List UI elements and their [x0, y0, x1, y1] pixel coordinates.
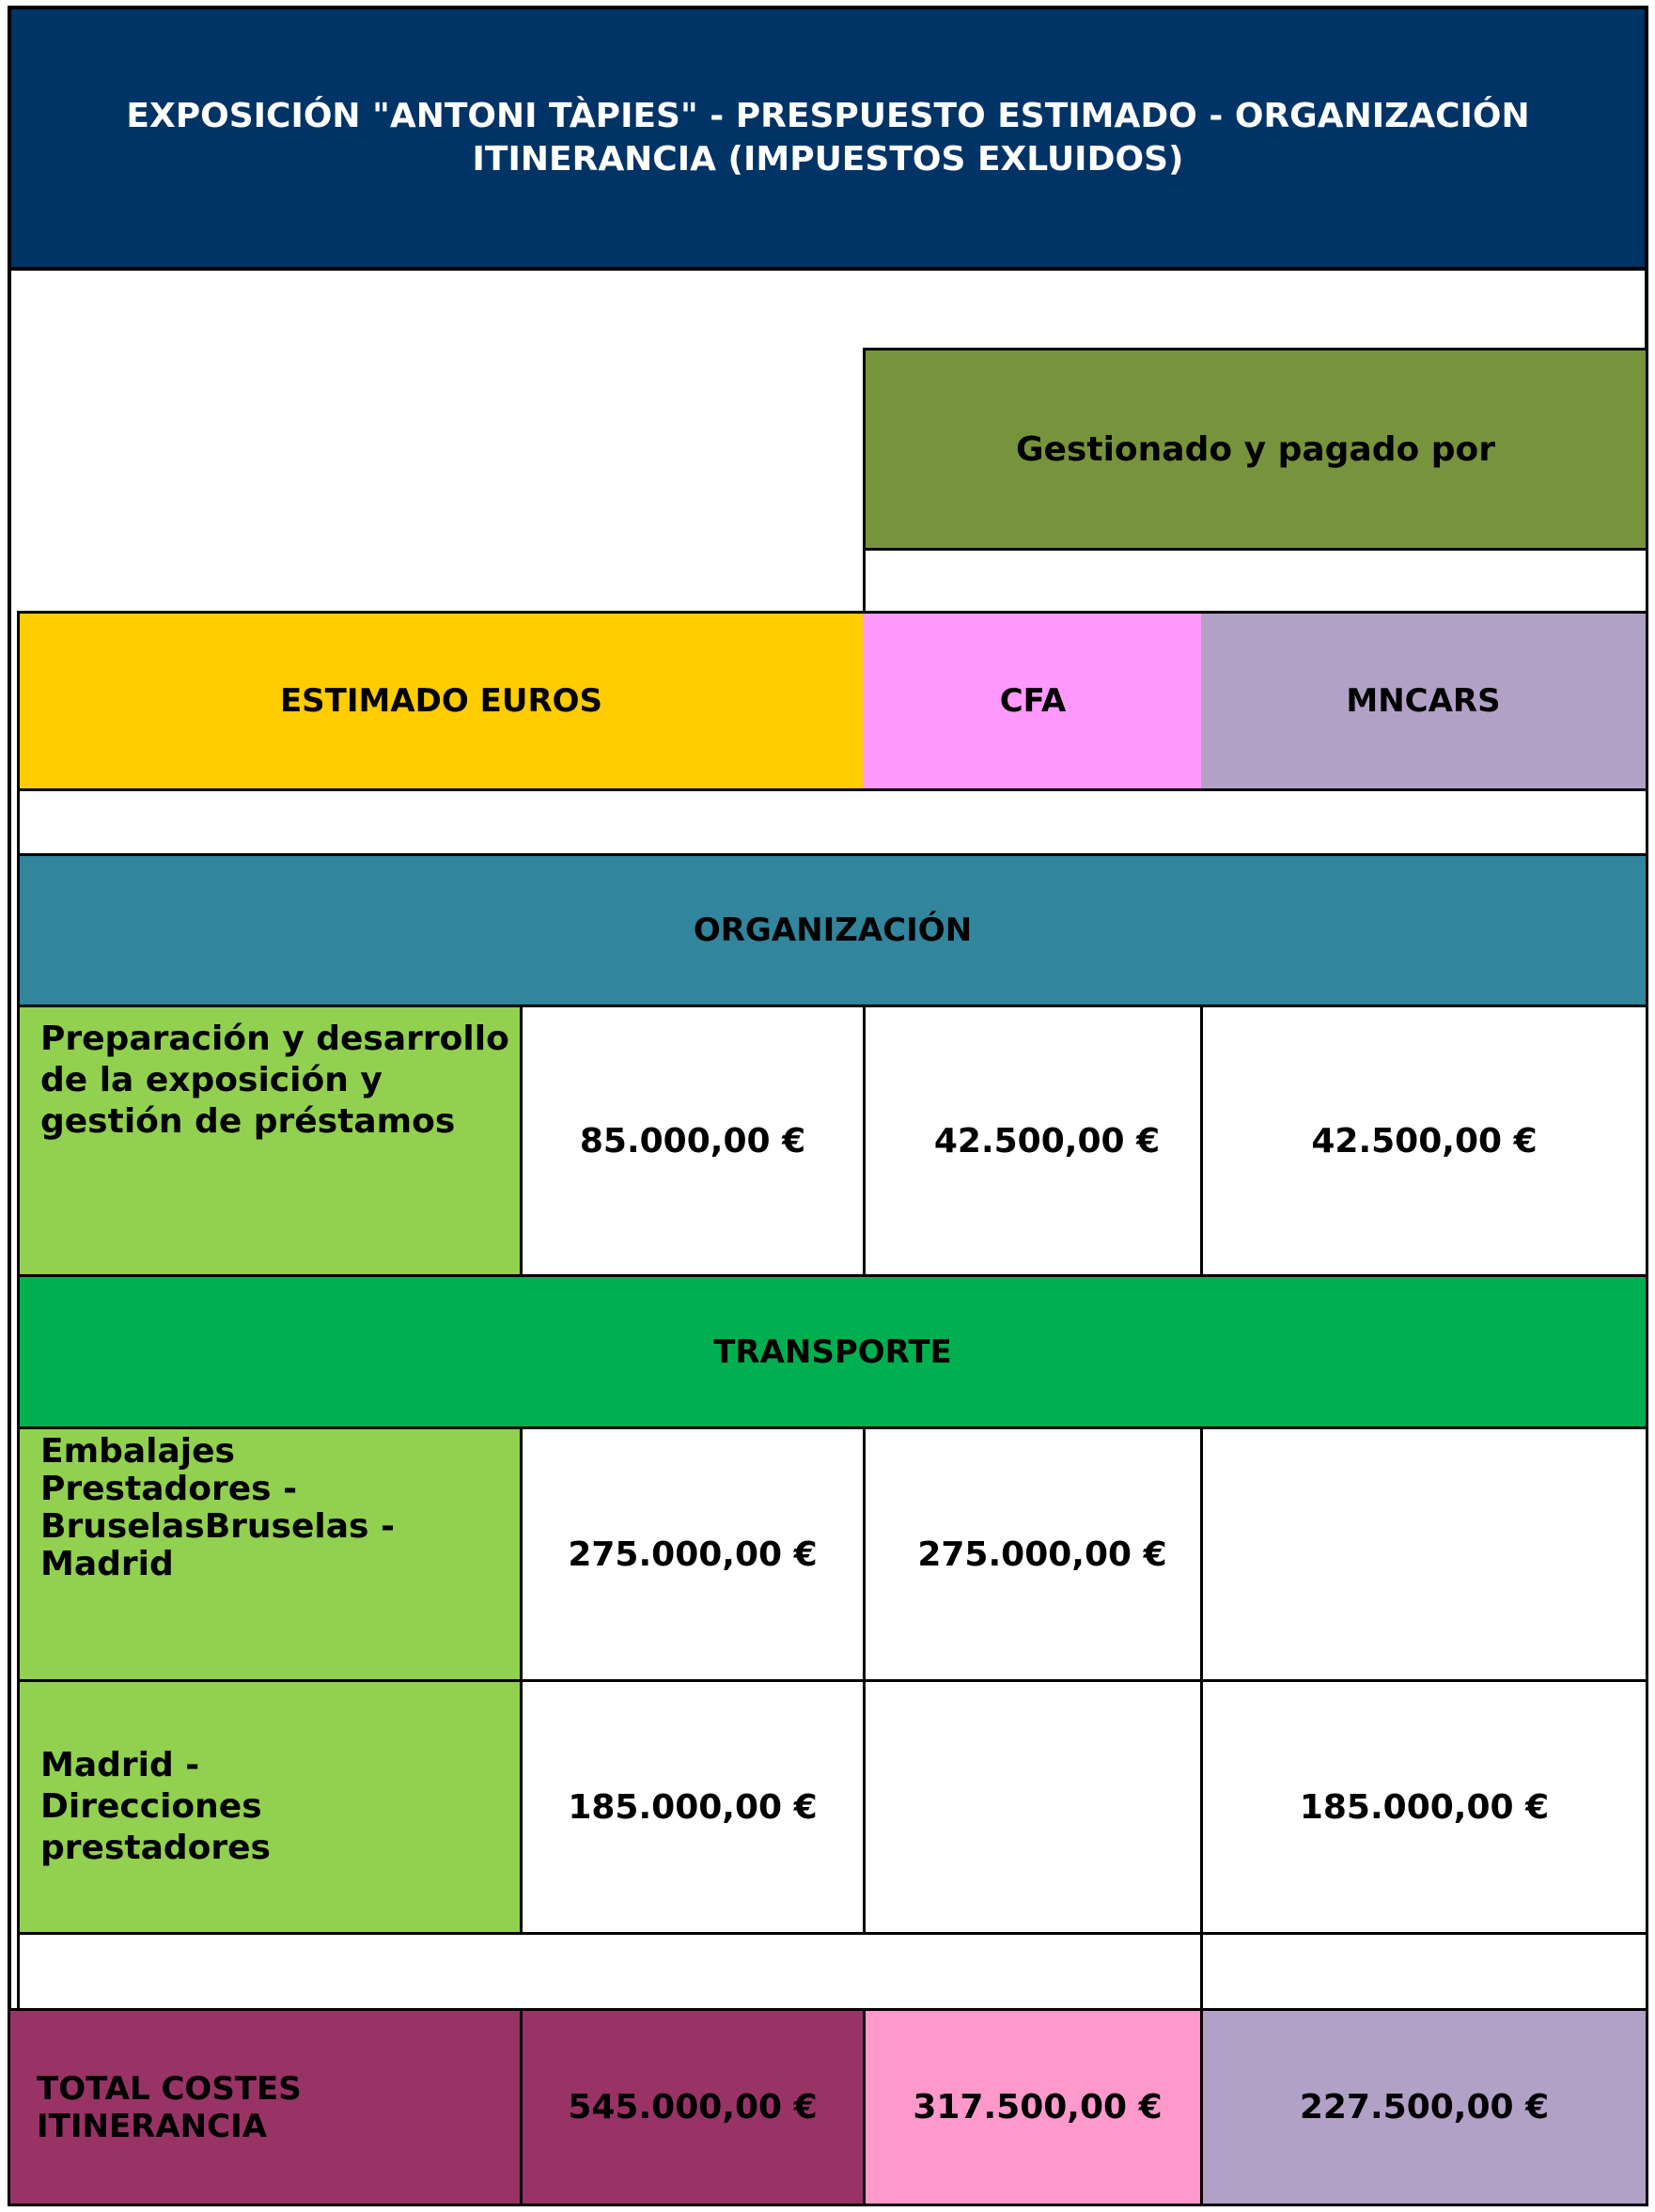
page-title [8, 6, 1648, 271]
cfa-value: 275.000,00 € [917, 1534, 1167, 1574]
estimate-value: 85.000,00 € [579, 1121, 806, 1161]
concept-text: Madrid - Direcciones prestadores [40, 1746, 271, 1867]
table-cell-mncars [1200, 1426, 1648, 1682]
column-header-estimate [17, 611, 866, 791]
mncars-value: 42.500,00 € [1311, 1121, 1538, 1161]
title-line-1: EXPOSICIÓN "ANTONI TÀPIES" - PRESPUESTO ESTIMADO - ORGANIZACIÓN [126, 97, 1530, 135]
estimate-value: 185.000,00 € [568, 1787, 818, 1827]
mncars-value: 185.000,00 € [1299, 1787, 1550, 1827]
spacer-row [1200, 1932, 1648, 2011]
column-header-cfa [863, 611, 1203, 791]
total-cfa-cell [863, 2008, 1203, 2206]
table-cell-cfa [863, 1426, 1203, 1682]
concept-text: Embalajes Prestadores - BruselasBruselas - Madrid [40, 1432, 395, 1583]
managed-by-header [863, 348, 1648, 551]
table-row-concept [17, 1005, 523, 1277]
spacer-row [17, 788, 1648, 856]
spacer-row [17, 1932, 1203, 2011]
total-estimate-cell [520, 2008, 866, 2206]
total-mncars-cell [1200, 2008, 1648, 2206]
section-title: ORGANIZACIÓN [693, 911, 973, 949]
table-cell-cfa [863, 1005, 1203, 1277]
managed-by-label: Gestionado y pagado por [1015, 429, 1496, 469]
table-cell-mncars [1200, 1005, 1648, 1277]
total-label: TOTAL COSTES ITINERANCIA [37, 2069, 302, 2145]
total-estimate: 545.000,00 € [568, 2088, 818, 2126]
table-cell-estimate [520, 1005, 866, 1277]
table-cell-estimate [520, 1426, 866, 1682]
title-line-2: ITINERANCIA (IMPUESTOS EXLUIDOS) [472, 140, 1184, 179]
section-header-transporte [17, 1274, 1648, 1429]
concept-text: Preparación y desarrollo de la exposición y gestión de préstamos [40, 1020, 509, 1141]
total-mncars: 227.500,00 € [1299, 2088, 1550, 2126]
cfa-label: CFA [999, 682, 1067, 720]
estimate-value: 275.000,00 € [568, 1534, 818, 1574]
total-label-cell [8, 2008, 523, 2206]
table-row-concept [17, 1426, 523, 1682]
mncars-label: MNCARS [1346, 682, 1501, 720]
table-cell-mncars [1200, 1679, 1648, 1935]
total-cfa: 317.500,00 € [913, 2088, 1163, 2126]
table-row-concept [17, 1679, 523, 1935]
section-title: TRANSPORTE [713, 1332, 952, 1371]
estimate-label: ESTIMADO EUROS [279, 682, 603, 720]
managed-spacer [863, 548, 1648, 614]
section-header-organizacion [17, 853, 1648, 1007]
table-cell-cfa [863, 1679, 1203, 1935]
cfa-value: 42.500,00 € [933, 1121, 1161, 1161]
table-cell-estimate [520, 1679, 866, 1935]
column-header-mncars [1201, 611, 1648, 791]
